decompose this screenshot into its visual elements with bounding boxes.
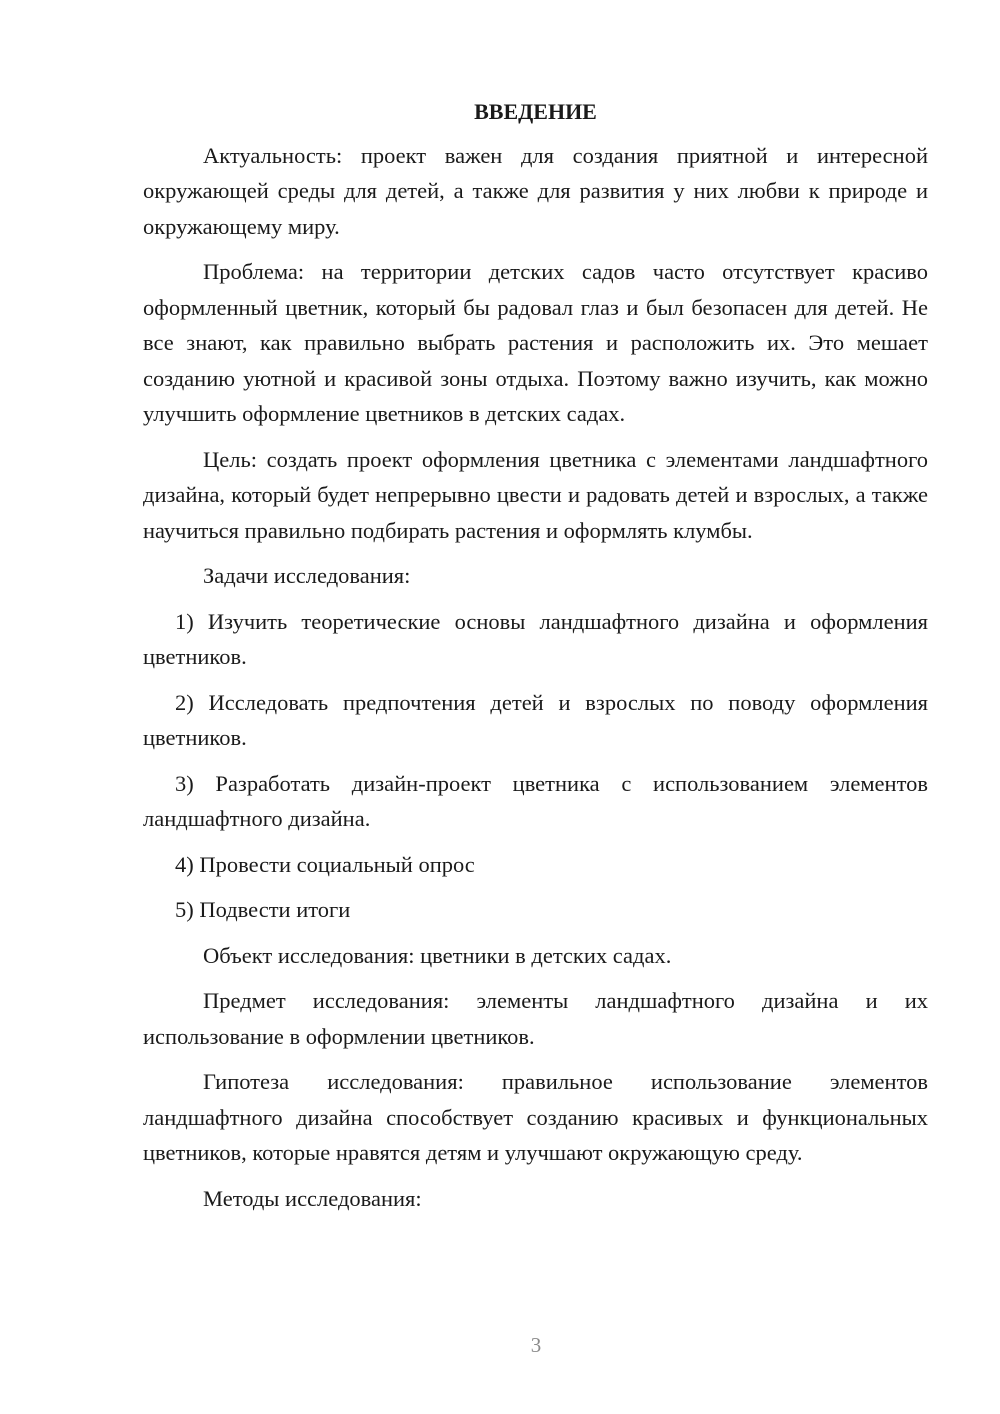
- page-title: ВВЕДЕНИЕ: [474, 99, 597, 124]
- methods-title: Методы исследования:: [203, 1185, 422, 1211]
- object-paragraph: Объект исследования: цветники в детских садах.: [203, 942, 672, 968]
- hypothesis-paragraph: Гипотеза исследования: правильное использование элементов ландшафтного дизайна способствует созданию красивых и функциональных цветников, которые нравятся детям и улучшают окружающую среду.: [143, 1069, 928, 1165]
- relevance-paragraph: Актуальность: проект важен для создания приятной и интересной окружающей среды для детей, а также для развития у них любви к природе и окружающему миру.: [143, 142, 928, 239]
- task-item-1: 1) Изучить теоретические основы ландшафтного дизайна и оформления цветников.: [143, 608, 928, 669]
- problem-paragraph: Проблема: на территории детских садов часто отсутствует красиво оформленный цветник, который бы радовал глаз и был безопасен для детей. Не все знают, как правильно выбрать растения и расположить их. Это мешает созданию уютной и красивой зоны отдыха. Поэтому важно изучить, как можно улучшить оформление цветников в детских садах.: [143, 259, 928, 426]
- goal-paragraph: Цель: создать проект оформления цветника с элементами ландшафтного дизайна, который будет непрерывно цвести и радовать детей и взрослых, а также научиться правильно подбирать растения и оформлять клумбы.: [143, 446, 928, 543]
- document-body: [143, 94, 928, 1226]
- page-number: 3: [530, 1333, 542, 1357]
- task-item-3: 3) Разработать дизайн-проект цветника с использованием элементов ландшафтного дизайна.: [143, 770, 928, 831]
- task-item-5: 5) Подвести итоги: [175, 897, 351, 922]
- task-item-4: 4) Провести социальный опрос: [175, 851, 475, 877]
- task-item-2: 2) Исследовать предпочтения детей и взрослых по поводу оформления цветников.: [143, 689, 928, 750]
- subject-paragraph: Предмет исследования: элементы ландшафтного дизайна и их использование в оформлении цветников.: [143, 988, 928, 1049]
- tasks-title: Задачи исследования:: [203, 563, 411, 588]
